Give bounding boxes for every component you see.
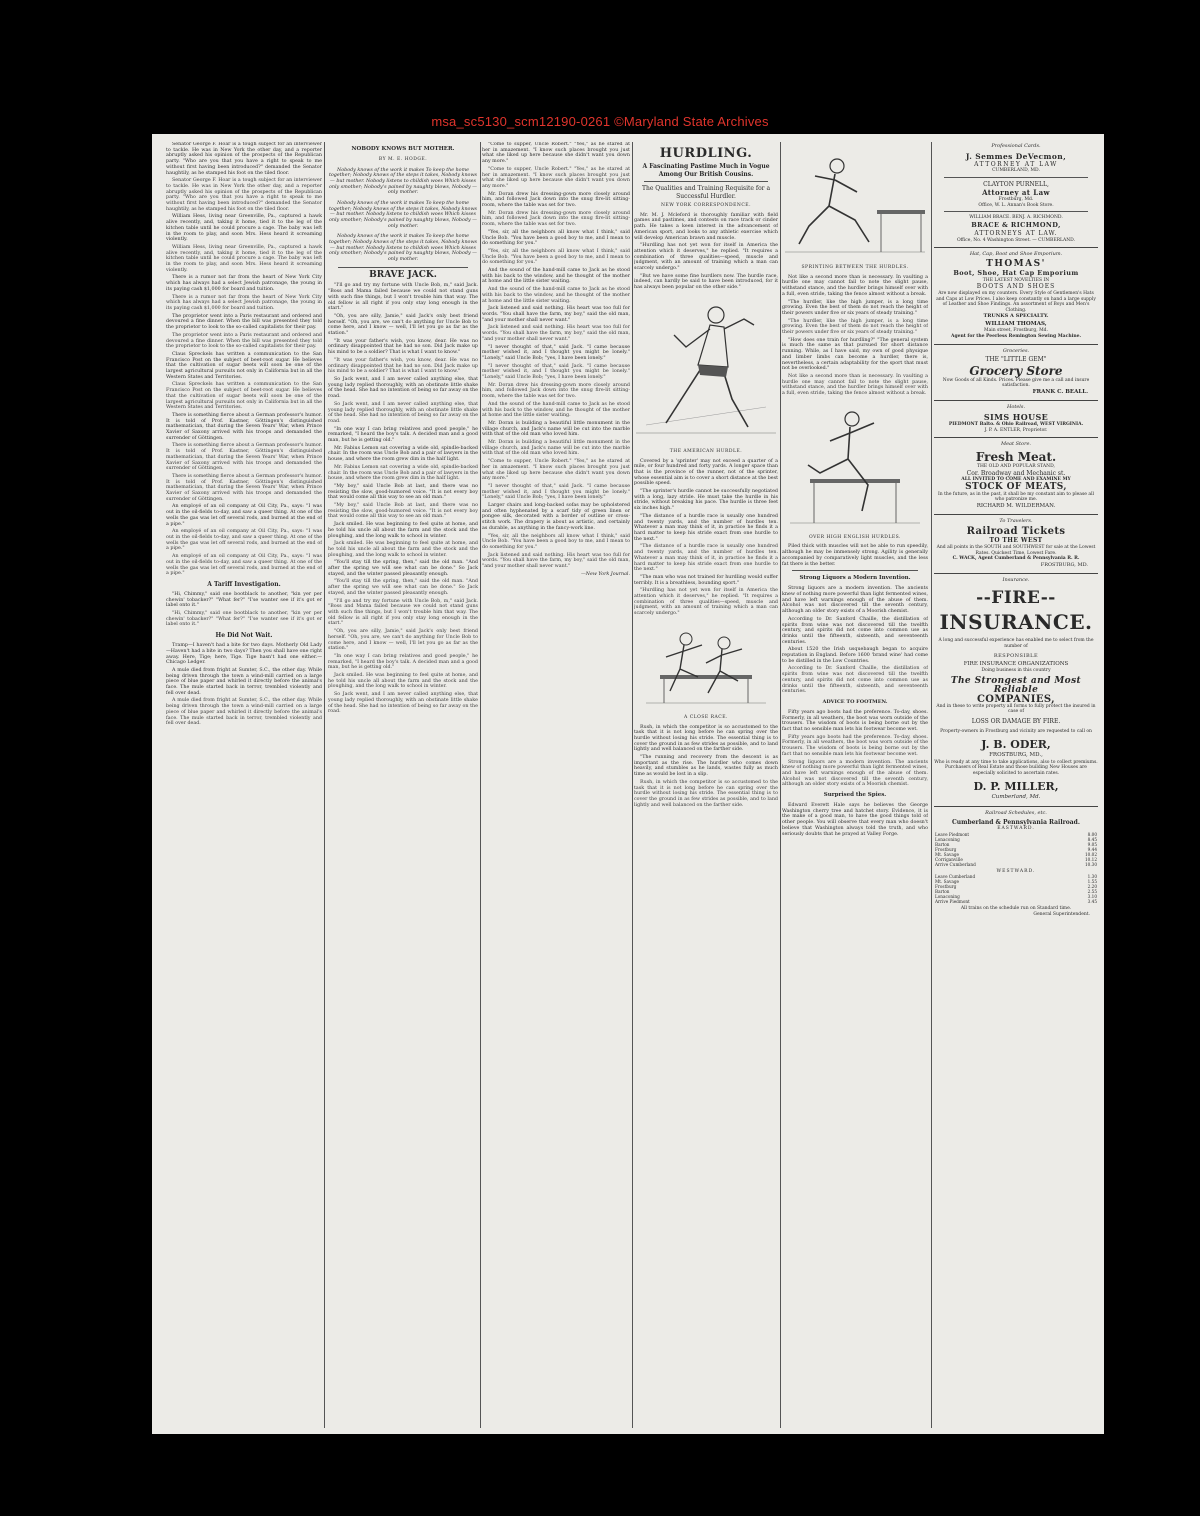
ad-title: ATTORNEY AT LAW	[974, 160, 1058, 168]
schedule-cell: Barton	[935, 841, 950, 847]
paragraph: About 1520 the Irish usquebaugh began to acquire reputation in England. Before 1600 'brand wine' had come to be distilled in the Low Countries.	[782, 647, 928, 664]
paragraph: Piled thick with muscles will not be able to run speedily, although he may be immensely strong. Agility is generally accompanied by comparatively light muscles, and the less fat there is the better.	[782, 544, 928, 567]
paragraph: Larger chairs and long-backed sofas may be upholstered and often hyphenated by a scarf tidy of green linen or pongee silk, decorated with a border of outline or cross-stitch work. The drapery is about as artistic, and certainly as durable, as anything in the fancy-work line.	[482, 503, 630, 531]
paragraph: "The man who was not trained for hurdling would suffer terribly. It is a breathless, bounding sport."	[634, 574, 778, 586]
filler-text: William Hess, living near Greenville, Pa., captured a hawk alive recently, and, taking it home, tied it to the leg of the kitchen table until he could procure a cage. The baby was left in the room to play, and soon Mrs. Hess heard it screaming violently.	[166, 244, 322, 273]
article-heading: Surprised the Spies.	[823, 792, 887, 799]
ad-line: THE OLD AND POPULAR STAND,	[976, 464, 1055, 470]
advertisements-column	[934, 142, 1098, 1428]
ad-title: --FIRE--	[976, 588, 1056, 609]
article-heading: Strong Liquors a Modern Invention.	[799, 575, 911, 582]
filler-text: "Come to supper, Uncle Robert." "Yes," as he stared at her in amazement. "I know such places brought you just what she liked up here because she didn't want you down any more."	[482, 166, 630, 189]
paragraph: A mule died from fright at Sumter, S.C., the other day. While being driven through the town a wind-mill carried on a large piece of blue paper and whirled it directly before the animal's face. The mule started back in terror, trembled violently and fell over dead.	[166, 667, 322, 696]
ad-place: Cumberland, Md.	[991, 794, 1041, 801]
filler-text: There is something fierce about a German professor's humor. It is told of Prof. Kastner, Göttingen's distinguished mathematician, that during the Seven Years' War, when Prince Xavier of Saxony arrived with his troops and demanded the surrender of Göttingen.	[166, 473, 322, 502]
westward-table	[934, 874, 1098, 904]
railroad-tickets-ad	[934, 514, 1098, 569]
filler-text: Mr. Fabius Lemon sat covering a wide old, spindle-backed chair. In the room was Uncle Bob and a pair of lawyers in the house, and where the room grew dim in the half light.	[328, 464, 478, 482]
poem-title: NOBODY KNOWS BUT MOTHER.	[351, 146, 455, 152]
article-heading: BRAVE JACK.	[369, 270, 437, 281]
ad-place: FROSTBURG, MD.	[1040, 561, 1088, 568]
section-heading: Meat Store.	[1000, 441, 1032, 448]
ad-office: Office, W. L. Annan's Book Store.	[978, 202, 1054, 208]
paragraph: Mr. Doran is building a beautiful little monument in the village church, and Jack's name will be cut into the marble with that of the old man who loved him.	[482, 420, 630, 438]
ad-title: Fresh Meat.	[975, 450, 1057, 465]
paragraph: "It was your father's wish, you know, dear. He was no ordinary disappointed that he had no son. Did Jack make up his mind to be a soldier? That is what I want to know."	[328, 338, 478, 356]
paragraph: Mr. M. J. Mcleford is thoroughly familiar with field games and pastimes, and contests on race track or cinder path. He takes a keen interest in the advancement of American sport, and looks to any athletic exercise which will develop American brawn and muscle.	[634, 212, 778, 241]
filler-text: And the sound of the hand-mill came to Jack as he stood with his back to the window, and he thought of the mother at home and the little sister waiting.	[482, 287, 630, 304]
column-2	[328, 142, 478, 1428]
schedule-cell: 10.02	[1085, 851, 1097, 857]
paragraph: "You'll stay till the spring, then," said the old man. "And after the spring we will see what can be done." So Jack stayed, and the winter passed pleasantly enough.	[328, 560, 478, 577]
ad-title: Attorney at Law	[982, 188, 1050, 198]
ad-text: A long and successful experience has enabled me to select from the number of	[938, 638, 1094, 649]
schedule-cell: Lonaconing	[935, 894, 960, 900]
thomas-ad	[934, 247, 1098, 339]
ad-agent: C. WACK, Agent Cumberland & Pennsylvania R. R.	[952, 556, 1080, 562]
column-rule	[480, 142, 481, 1428]
paragraph: William Hess, living near Greenville, Pa., captured a hawk alive recently, and, taking it home, tied it to the leg of the kitchen table until he could procure a cage. The baby was left in the room to play, and soon Mrs. Hess heard it screaming violently.	[166, 214, 322, 243]
ad-text: And all points in the SOUTH and SOUTHWEST for sale at the Lowest Rates. Quickest Time, Lowest Fare.	[936, 545, 1096, 556]
schedule-cell: 9.05	[1087, 841, 1097, 847]
divider	[944, 211, 1088, 212]
fresh-meat-ad	[934, 437, 1098, 510]
schedule-cell: 1.30	[1087, 874, 1097, 880]
paragraph: "Hi, Chimmy," said one bootblack to another, "kin yer per chewin' tobacker?" "What fer?" "I'se wanter see if it's got er label onto it."	[166, 591, 322, 609]
ad-line: LOSS OR DAMAGE BY FIRE.	[971, 718, 1061, 726]
figure-caption: SPRINTING BETWEEN THE HURDLES.	[801, 265, 909, 270]
filler-text: Jack smiled. He was beginning to feel quite at home, and he told his uncle all about the farm and the stock and the ploughing, and the long walk to school in winter.	[328, 541, 478, 558]
ad-line: TRUNKS A SPECIALTY.	[983, 313, 1049, 320]
schedule-cell: Lonaconing	[935, 836, 960, 842]
schedule-cell: Leave Piedmont	[935, 831, 970, 837]
paragraph: There is a rumor not far from the heart of New York City which has always had a select Jewish patronage, the young in its paying cash $1,000 for board and tuition.	[166, 275, 322, 292]
schedule-body	[934, 832, 1098, 867]
article-heading: ADVICE TO FOOTMEN.	[822, 698, 888, 705]
paragraph: "The distance of a hurdle race is usually one hundred and twenty yards, and the number of hurdles ten. Whatever a man may think of it, in practice he finds it a hard matter to keep his stride exact from one hurdle to the next."	[634, 513, 778, 542]
sprinting-illustration	[785, 146, 925, 261]
paragraph: "The hurdler, like the high jumper, is a long time growing. Even the best of them do not reach the height of their powers under five or six years of steady training."	[782, 299, 928, 316]
filler-text: "Oh, you are silly, Jamie," said Jack's only best friend herself. "Oh, you are, we can't do anything for Uncle Bob to come here, and I know — well, I'll let you go as far as the station."	[328, 629, 478, 652]
paragraph: The proprietor went into a Paris restaurant and ordered and devoured a fine dinner. When the bill was presented they told the proprietor to look to the so-called capitalists for their pay.	[166, 313, 322, 331]
ad-place: CUMBERLAND, MD.	[992, 168, 1040, 174]
article-subheading: A Fascinating Pastime Much in Vogue Among Our British Cousins.	[642, 163, 770, 178]
paragraph: Fifty years ago boots had the preference. To-day, shoes. Formerly, in all weathers, the boot was worn outside of the trousers. The wisdom of boots is being borne out by the fact that no sensible man lets his footwear become wet.	[782, 709, 928, 733]
section-heading: Railroad Schedules, etc.	[985, 809, 1047, 816]
paragraph: "The running and recovery from the descent is as important as the rise. The hurdler who comes down heavily, and stumbles as he lands, wastes fully as much time as would be lost in a slip.	[634, 755, 778, 778]
railroad-schedule	[934, 806, 1098, 918]
filler-text: "Yes, sir, all the neighbors all know what I think," said Uncle Bob. "You have been a good boy to me, and I mean to do something for you."	[482, 248, 630, 266]
column-rule	[931, 142, 932, 1428]
schedule-row	[934, 862, 1098, 867]
poem-text: Nobody knows of the work it makes To keep the home together; Nobody knows of the steps it takes, Nobody knows — but mother. Nobody listens to childish woes Which kisses only smother; Nobody's pained by naughty blows, Nobody — only mother.	[328, 167, 478, 196]
ad-line: TO THE WEST	[989, 537, 1043, 545]
filler-text: There is a rumor not far from the heart of New York City which has always had a select Jewish patronage, the young in its paying cash $1,000 for board and tuition.	[166, 294, 322, 311]
ad-text: And in these to write property all forms to fully protect the insured in case of	[936, 703, 1096, 715]
newspaper-page	[152, 134, 1104, 1434]
paragraph: So Jack went, and I am never called anything else, that young lady replied thoroughly, with an obstinate little shake of the head. She had no intention of being so far away on the road.	[328, 376, 478, 400]
filler-text: "I never thought of that," said Jack. "I came because mother wished it, and I thought you might be lonely." "Lonely," said Uncle Bob; "yes, I have been lonely."	[482, 363, 630, 381]
filler-text: Mr. Doran drew his dressing-gown more closely around him, and followed Jack down into the snug fire-lit sitting-room, where the table was set for two.	[482, 210, 630, 228]
paragraph: "Oh, you are silly, Jamie," said Jack's only best friend herself. "Oh, you are, we can't do anything for Uncle Bob to come here, and I know — well, I'll let you go as far as the station."	[328, 313, 478, 337]
ad-line: Doing business in this country	[981, 668, 1051, 674]
filler-text: There is something fierce about a German professor's humor. It is told of Prof. Kastner, Göttingen's distinguished mathematician, that during the Seven Years' War, when Prince Xavier of Saxony arrived with his troops and demanded the surrender of Göttingen.	[166, 443, 322, 472]
section-heading: Insurance.	[1002, 577, 1030, 584]
ad-name: THOMAS'	[986, 258, 1046, 269]
ad-name: SIMS HOUSE	[983, 412, 1049, 423]
filler-text: An employé of an oil company at Oil City, Pa., says: "I was out in the oil-fields to-day, and saw a queer thing. At one of the wells the gas was let off several rods, and burned at the end of a pipe."	[166, 529, 322, 552]
schedule-cell: Arrive Cumberland	[935, 861, 976, 867]
filler-text: "It was your father's wish, you know, dear. He was no ordinary disappointed that he had no son. Did Jack make up his mind to be a soldier? That is what I want to know."	[328, 357, 478, 375]
ad-owner: WILLIAM THOMAS,	[985, 320, 1047, 327]
divider	[338, 267, 468, 268]
ad-address: Cor. Broadway and Mechanic st.	[966, 469, 1066, 477]
paragraph: And the sound of the hand-mill came to Jack as he stood with his back to the window, and he thought of the mother at home and the little sister waiting.	[482, 268, 630, 285]
paragraph: "Hurdling has not yet won for itself in America the attention which it deserves," he replied. "It requires a combination of three qualities—speed, muscle and judgment, with an amount of training which a man can scarcely undergo."	[634, 243, 778, 272]
ad-title: Railroad Tickets	[966, 526, 1066, 538]
filler-text: An employé of an oil company at Oil City, Pa., says: "I was out in the oil-fields to-day, and saw a queer thing. At one of the wells the gas was let off several rods, and burned at the end of a pipe."	[166, 554, 322, 577]
ad-text: Property-owners in Frostburg and vicinity are requested to call on	[940, 728, 1092, 734]
paragraph: Claus Spreckels has written a communication to the San Francisco Post on the subject of beet-root sugar. He believes that the cultivation of sugar beets will soon be one of the largest agricultural pursuits not only in California but in all the Western States and Territories.	[166, 351, 322, 380]
paragraph: "The sprinter's hurdle cannot be successfully negotiated with a long, lazy stride. He must take the hurdle in his stride, without breaking his pace. The hurdle is three feet six inches high."	[634, 489, 778, 512]
section-heading: Groceries.	[1002, 347, 1030, 354]
schedule-cell: 9.44	[1087, 846, 1097, 852]
paragraph: Mr. Fabius Lemon sat covering a wide old, spindle-backed chair. In the room was Uncle Bob and a pair of lawyers in the house, and where the room grew dim in the half light.	[328, 445, 478, 463]
ad-text: Are now displayed on my counters. Every Style of Gentlemen's Hats and Caps at Low Prices. I also keep constantly on hand a large supply of Leather and Shoe Findings. An assortment of Boys and Men's Clothing.	[936, 290, 1096, 313]
ad-line: ALL INVITED TO COME AND EXAMINE MY	[961, 477, 1071, 483]
column-rule	[324, 142, 325, 1428]
schedule-direction: WESTWARD.	[996, 868, 1036, 874]
filler-text: "My boy," said Uncle Bob at last, and there was no resisting the slow, good-humored voice. "It is not every boy that would come all this way to see an old man."	[328, 503, 478, 520]
schedule-cell: Frostburg	[935, 846, 957, 852]
schedule-cell: Arrive Piedmont	[935, 899, 970, 905]
schedule-cell: 2.55	[1087, 889, 1097, 895]
column-rule	[632, 142, 633, 1428]
paragraph: There is something fierce about a German professor's humor. It is told of Prof. Kastner, Göttingen's distinguished mathematician, that during the Seven Years' War, when Prince Xavier of Saxony arrived with his troops and demanded the surrender of Göttingen.	[166, 412, 322, 441]
ad-owner: RICHARD M. WILDERMAN.	[976, 502, 1056, 509]
ad-names: WILLIAM BRACE. BENJ. A. RICHMOND.	[969, 215, 1063, 221]
poem-author: BY M. E. HODGE.	[378, 157, 428, 162]
poem-text: Nobody knows of the work it makes To keep the home together; Nobody knows of the steps it takes, Nobody knows — but mother. Nobody listens to childish woes Which kisses only smother; Nobody's pained by naughty blows, Nobody — only mother.	[328, 234, 478, 262]
filler-text: Not like a second more than is necessary. In vaulting a hurdle one may cannot fail to note the slight pause, withstand stance, and the hurdler brings himself over with a full, even stride, taking the fence almost without a break.	[782, 373, 928, 397]
divider	[644, 181, 768, 182]
english-hurdles-illustration	[790, 401, 920, 531]
paragraph: Covered by a 'sprinter' may not exceed a quarter of a mile, or four hundred and forty yards. A longer space than that is the province of the runner, not of the sprinter, whose essential aim is to cover a short distance at the best possible speed.	[634, 458, 778, 487]
filler-text: So Jack went, and I am never called anything else, that young lady replied thoroughly, with an obstinate little shake of the head. She had no intention of being so far away on the road.	[328, 401, 478, 424]
filler-text: A mule died from fright at Sumter, S.C., the other day. While being driven through the town a wind-mill carried on a large piece of blue paper and whirled it directly before the animal's face. The mule started back in terror, trembled violently and fell over dead.	[166, 698, 322, 727]
schedule-cell: 8.45	[1087, 836, 1097, 842]
schedule-note: All trains on the schedule run on Standard time.	[960, 906, 1072, 912]
schedule-direction: EASTWARD.	[997, 826, 1035, 832]
ad-text: In the future, as in the past, it shall be my constant aim to please all who patronize me.	[938, 491, 1094, 503]
schedule-title: Cumberland & Pennsylvania Railroad.	[952, 818, 1080, 826]
paragraph: "Come to supper, Uncle Robert." "Yes," as he stared at her in amazement. "I know such places brought you just what she liked up here because she didn't want you down any more."	[482, 142, 630, 165]
section-heading: Professional Cards.	[991, 143, 1041, 149]
ad-address: Main street, Frostburg, Md.	[983, 328, 1048, 334]
dateline: NEW YORK CORRESPONDENCE.	[660, 203, 752, 208]
paragraph: Edward Everett Hale says he believes the George Washington cherry tree and hatchet story. Evidence, it is the make of a good man, to have the good things told of other people. You will observe that every man who doesn't believe that Washington always told the truth, and who seriously doubts that he prayed at Valley Forge.	[782, 803, 928, 837]
schedule-cell: 3.10	[1087, 894, 1097, 900]
paragraph: Jack listened and said nothing. His heart was too full for words. "You shall have the farm, my boy," said the old man, "and your mother shall never want."	[482, 306, 630, 323]
section-heading: Hat, Cap, Boot and Shoe Emporium.	[969, 251, 1063, 258]
ad-line: Agent for the Peerless Remington Sewing Machine.	[950, 333, 1082, 339]
schedule-cell: 10.30	[1085, 861, 1097, 867]
schedule-signature: General Superintendent.	[1033, 911, 1090, 917]
fire-insurance-ad	[934, 573, 1098, 802]
schedule-cell: Corriganville	[935, 856, 963, 862]
ad-title: ATTORNEYS AT LAW.	[974, 230, 1058, 238]
section-heading: To Travelers.	[999, 518, 1033, 525]
schedule-body	[934, 874, 1098, 904]
filler-text: "The hurdler, like the high jumper, is a long time growing. Even the best of them do not reach the height of their powers under five or six years of steady training."	[782, 318, 928, 336]
ad-name: J. Semmes DeVecmon,	[965, 151, 1067, 161]
schedule-cell: 2.20	[1087, 884, 1097, 890]
paragraph: Strong liquors are a modern invention. The ancients knew of nothing more powerful than light fermented wines, and have left warnings enough of the abuse of them. Alcohol was not discovered till the seventh century, although an older story exists of a Moorish chemist.	[782, 586, 928, 615]
ad-place: FROSTBURG, MD.,	[989, 752, 1043, 759]
ad-line: The Strongest and Most Reliable	[950, 675, 1082, 695]
paragraph: "I'll go and try my fortune with Uncle Bob, m," said Jack. "Boss and Mama failed because we could not stand guns with such fine things, but I won't trouble him that way. The old fellow is all right if you only stay long enough in the start."	[328, 283, 478, 312]
filler-text: Rush, in which the competitor is so accustomed to the task that it is not long before he can spring over the hurdle without losing his stride. The essential thing is to cover the ground in as few strides as possible, and to land lightly and well balanced on the farther side.	[634, 779, 778, 808]
article-heading: He Did Not Wait.	[215, 632, 273, 640]
paragraph: "How does one train for hurdling?" "The general system is much the same as that pursued for short distance running. While, as I have said, my own of good physique and limber limbs can become a hurdler, there is, nevertheless, a certain adaptability for the sport that must not be overlooked."	[782, 337, 928, 372]
ad-line: PIEDMONT Balto. & Ohio Railroad, WEST VIRGINIA.	[948, 422, 1084, 428]
column-rule	[780, 142, 781, 1428]
ad-place: Frostburg, Md.	[998, 197, 1034, 203]
column-1	[166, 142, 322, 1428]
ad-owner: J. B. ODER,	[981, 738, 1051, 752]
paragraph: "Yes, sir, all the neighbors all know what I think," said Uncle Bob. "You have been a good boy to me, and I mean to do something for you."	[482, 229, 630, 247]
archive-watermark: msa_sc5130_scm12190-0261 ©Maryland State Archives	[431, 114, 769, 129]
filler-text: Mr. Doran is building a beautiful little monument in the village church, and Jack's name will be cut into the marble with that of the old man who loved him.	[482, 440, 630, 457]
filler-text: "You'll stay till the spring, then," said the old man. "And after the spring we will see what can be done." So Jack stayed, and the winter passed pleasantly enough.	[328, 579, 478, 596]
close-race-illustration	[646, 621, 766, 711]
section-heading: Hotels.	[1006, 404, 1026, 411]
filler-text: Claus Spreckels has written a communication to the San Francisco Post on the subject of beet-root sugar. He believes that the cultivation of sugar beets will soon be one of the largest agricultural pursuits not only in California but in all the Western States and Territories.	[166, 382, 322, 411]
little-gem-ad	[934, 344, 1098, 397]
paragraph: "I never thought of that," said Jack. "I came because mother wished it, and I thought you might be lonely." "Lonely," said Uncle Bob; "yes, I have been lonely."	[482, 344, 630, 361]
figure-caption: OVER HIGH ENGLISH HURDLES.	[809, 534, 901, 540]
filler-text: Mr. Doran drew his dressing-gown more closely around him, and followed Jack down into the snug fire-lit sitting-room, where the table was set for two.	[482, 382, 630, 400]
ad-line: BOOTS AND SHOES	[976, 283, 1056, 291]
article-subheading: The Qualities and Training Requisite for a Successful Hurdler.	[641, 185, 771, 200]
filler-text: Senator George F. Hoar is a tough subject for an interviewer to tackle. He was in New York the other day, and a reporter abruptly asked his opinion of the prospects of the Republican party. "Who are you that you have a right to speak to me without first having been introduced?" demanded the Senator haughtily, as he stamped his foot on the tiled floor.	[166, 178, 322, 212]
paragraph: "But we have some fine hurdlers now. The hurdle race, indeed, can hardly be said to have been introduced, for it has always been popular on the other side."	[634, 273, 778, 291]
filler-text: "In one way I can bring relatives and good people," he remarked, "I heard the boy's talk. A decided man and a good man, but he is getting old."	[328, 653, 478, 671]
paragraph: Senator George F. Hoar is a tough subject for an interviewer to tackle. He was in New York the other day, and a reporter abruptly asked his opinion of the prospects of the Republican party. "Who are you that you have a right to speak to me without first having been introduced?" demanded the Senator haughtily, as he stamped his foot on the tiled floor.	[166, 142, 322, 176]
ad-line: RESPONSIBLE	[993, 653, 1039, 660]
schedule-cell: 8.00	[1087, 831, 1097, 837]
filler-text: "The distance of a hurdle race is usually one hundred and twenty yards, and the number of hurdles ten. Whatever a man may think of it, in practice he finds it a hard matter to keep his stride exact from one hurdle to the next."	[634, 544, 778, 573]
paragraph: "In one way I can bring relatives and good people," he remarked, "I heard the boy's talk. A decided man and a good man, but he is getting old."	[328, 426, 478, 444]
ad-name: CLAYTON PURNELL,	[983, 180, 1049, 188]
filler-text: And the sound of the hand-mill came to Jack as he stood with his back to the window, and he thought of the mother at home and the little sister waiting.	[482, 401, 630, 419]
paragraph: Jack smiled. He was beginning to feel quite at home, and he told his uncle all about the farm and the stock and the ploughing, and the long walk to school in winter.	[328, 522, 478, 539]
filler-text: "Come to supper, Uncle Robert." "Yes," as he stared at her in amazement. "I know such places brought you just what she liked up here because she didn't want you down any more."	[482, 459, 630, 482]
filler-text: Jack smiled. He was beginning to feel quite at home, and he told his uncle all about the farm and the stock and the ploughing, and the long walk to school in winter.	[328, 673, 478, 690]
filler-text: "I'll go and try my fortune with Uncle Bob, m," said Jack. "Boss and Mama failed because we could not stand guns with such fine things, but I won't trouble him that way. The old fellow is all right if you only stay long enough in the start."	[328, 598, 478, 627]
ad-text: Who is ready at any time to take applications, also to collect premiums. Purchasers of Real Estate and those building New Houses are especially solicited to ascertain rates.	[934, 759, 1098, 776]
schedule-cell: Leave Cumberland	[935, 874, 976, 880]
ad-line: COMPANIES,	[976, 693, 1056, 705]
paragraph: An employé of an oil company at Oil City, Pa., says: "I was out in the oil-fields to-day, and saw a queer thing. At one of the wells the gas was let off several rods, and burned at the end of a pipe."	[166, 504, 322, 527]
divider	[944, 177, 1088, 178]
paragraph: Tramp—I haven't had a bite for two days. Motherly Old Lady—Haven't had a bite in two days? Then you shall have one right away. Here, Tige; here, Tige. Tige hasn't had one either.—Chicago Ledger.	[166, 643, 322, 666]
eastward-table	[934, 832, 1098, 867]
filler-text: The proprietor went into a Paris restaurant and ordered and devoured a fine dinner. When the bill was presented they told the proprietor to look to the so-called capitalists for their pay.	[166, 332, 322, 350]
schedule-cell: Frostburg	[935, 884, 957, 890]
hurdler-illustration	[636, 295, 776, 445]
figure-caption: THE AMERICAN HURDLE.	[669, 448, 743, 454]
paragraph: Rush, in which the competitor is so accustomed to the task that it is not long before he can spring over the hurdle without losing his stride. The essential thing is to cover the ground in as few strides as possible, and to land lightly and well balanced on the farther side.	[634, 724, 778, 753]
paragraph: Mr. Doran drew his dressing-gown more closely around him, and followed Jack down into the snug fire-lit sitting-room, where the table was set for two.	[482, 191, 630, 209]
divider	[792, 570, 918, 571]
article-headline: HURDLING.	[659, 146, 753, 161]
filler-text: "Hi, Chimmy," said one bootblack to another, "kin yer per chewin' tobacker?" "What fer?" "I'se wanter see if it's got er label onto it."	[166, 611, 322, 628]
sims-house-ad	[934, 400, 1098, 433]
filler-text: Strong liquors are a modern invention. The ancients knew of nothing more powerful than light fermented wines, and have left warnings enough of the abuse of them. Alcohol was not discovered till the seventh century, although an older story exists of a Moorish chemist.	[782, 759, 928, 788]
filler-text: Fifty years ago boots had the preference. To-day, shoes. Formerly, in all weathers, the boot was worn outside of the trousers. The wisdom of boots is being borne out by the fact that no sensible man lets his footwear become wet.	[782, 734, 928, 757]
ad-line: Boot, Shoe, Hat Cap Emporium	[953, 268, 1079, 277]
ad-line: THE LATEST NOVELTIES IN	[982, 277, 1050, 283]
ad-owner: D. P. MILLER,	[973, 780, 1059, 794]
article-heading: A Tariff Investigation.	[207, 580, 281, 588]
article-credit: —New York Journal.	[580, 571, 630, 577]
ad-firm: BRACE & RICHMOND,	[971, 221, 1061, 230]
filler-text: "Hurdling has not yet won for itself in America the attention which it deserves," he replied. "It requires a combination of three qualities—speed, muscle and judgment, with an amount of training which a man can scarcely undergo."	[634, 588, 778, 617]
ad-text: Now Goods of all Kinds. Prices. Please give me a call and insure satisfaction.	[942, 377, 1090, 389]
filler-text: So Jack went, and I am never called anything else, that young lady replied thoroughly, with an obstinate little shake of the head. She had no intention of being so far away on the road.	[328, 692, 478, 715]
ad-line: STOCK OF MEATS,	[965, 481, 1067, 492]
figure-caption: A CLOSE RACE.	[684, 714, 728, 720]
schedule-row	[934, 899, 1098, 904]
filler-text: Jack listened and said nothing. His heart was too full for words. "You shall have the farm, my boy," said the old man, "and your mother shall never want."	[482, 325, 630, 342]
paragraph: Not like a second more than is necessary. In vaulting a hurdle one may cannot fail to note the slight pause, withstand stance, and the hurdler brings himself over with a full, even stride, taking the fence almost without a break.	[782, 274, 928, 297]
ad-owner: FRANK C. BEALL.	[1032, 388, 1088, 395]
filler-text: "I never thought of that," said Jack. "I came because mother wished it, and I thought you might be lonely." "Lonely," said Uncle Bob; "yes, I have been lonely."	[482, 483, 630, 501]
column-4	[634, 142, 778, 1428]
filler-text: According to Dr. Sanford Chaille, the distillation of spirits from wine was not discovered till the twelfth century, and spirits did not come into common use as drinks until the fifteenth, sixteenth, and seventeenth centuries.	[782, 666, 928, 695]
ad-name: THE "LITTLE GEM"	[985, 356, 1047, 364]
ad-office: Office, No. 4 Washington Street. — CUMBERLAND.	[956, 237, 1076, 243]
filler-text: Jack listened and said nothing. His heart was too full for words. "You shall have the farm, my boy," said the old man, "and your mother shall never want."	[482, 552, 630, 570]
ad-title: Grocery Store	[969, 363, 1063, 378]
schedule-cell: 1.55	[1087, 879, 1097, 885]
ad-owner: J. P. A. ENTLER, Proprietor.	[984, 427, 1048, 433]
paragraph: "My boy," said Uncle Bob at last, and there was no resisting the slow, good-humored voice. "It is not every boy that would come all this way to see an old man."	[328, 483, 478, 501]
ad-title: INSURANCE.	[939, 610, 1093, 635]
schedule-cell: Mt. Savage	[935, 851, 960, 857]
schedule-cell: 10.12	[1085, 856, 1097, 862]
paragraph: According to Dr. Sanford Chaille, the distillation of spirits from wine was not discovered till the twelfth century, and spirits did not come into common use as drinks until the fifteenth, sixteenth, and seventeenth centuries.	[782, 616, 928, 645]
schedule-cell: 3.45	[1087, 899, 1097, 905]
schedule-cell: Barton	[935, 889, 950, 895]
poem-text: Nobody knows of the work it makes To keep the home together; Nobody knows of the steps it takes, Nobody knows — but mother. Nobody listens to childish woes Which kisses only smother; Nobody's pained by naughty blows, Nobody — only mother.	[328, 200, 478, 229]
column-5	[782, 142, 928, 1428]
ad-line: FIRE INSURANCE ORGANIZATIONS	[963, 660, 1069, 667]
column-3	[482, 142, 630, 1428]
schedule-cell: Mt. Savage	[935, 879, 960, 885]
filler-text: "Yes, sir, all the neighbors all know what I think," said Uncle Bob. "You have been a good boy to me, and I mean to do something for you."	[482, 533, 630, 550]
